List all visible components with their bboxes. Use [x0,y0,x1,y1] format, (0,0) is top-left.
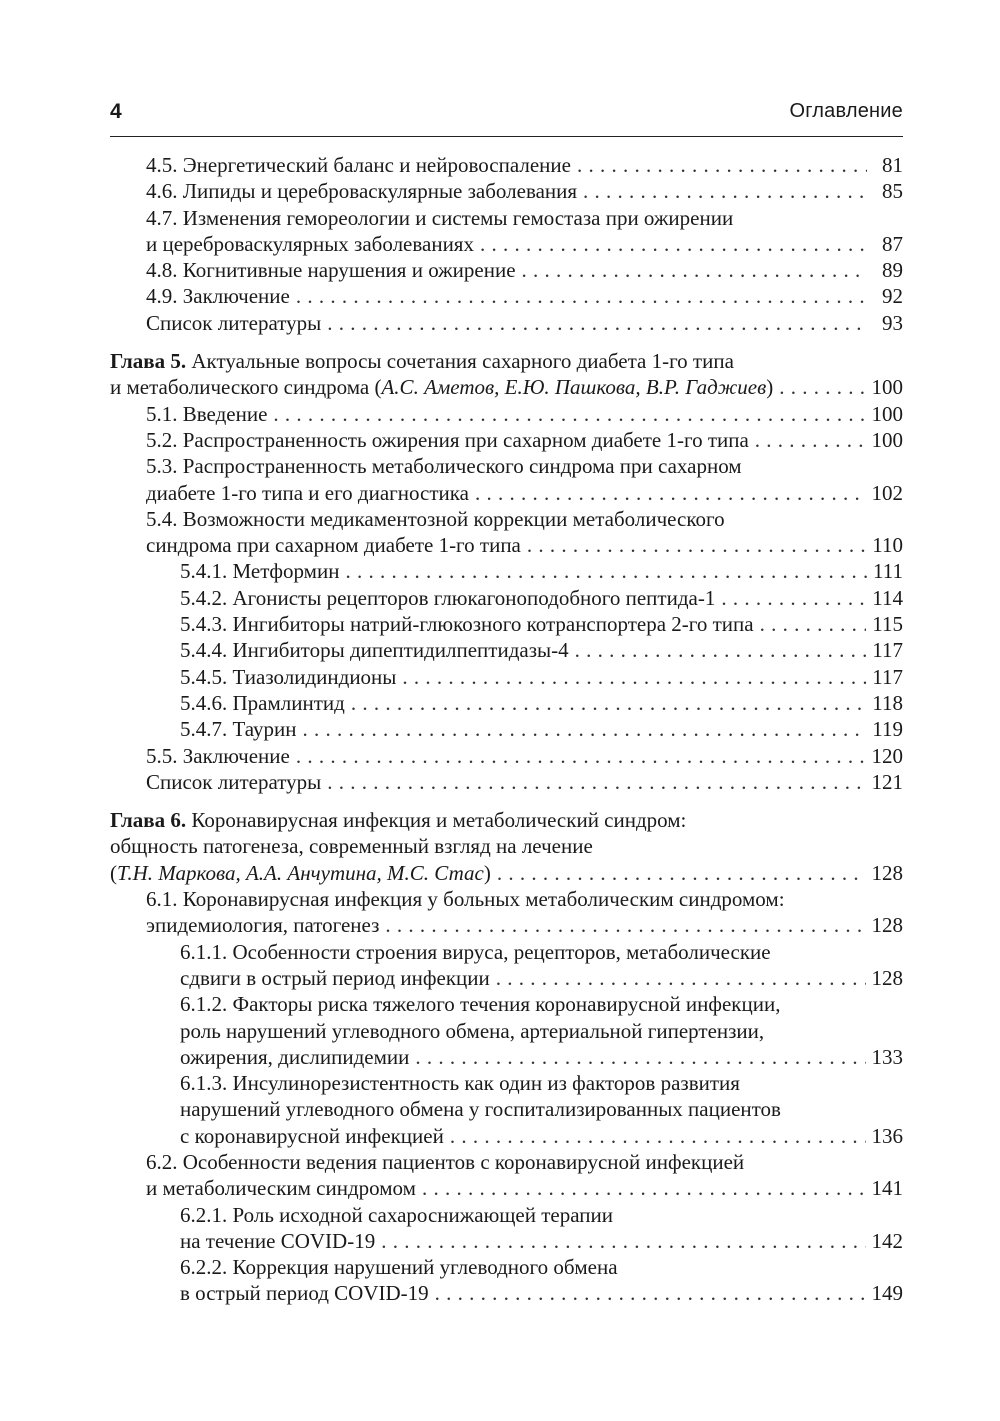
toc-page-number: 142 [871,1228,903,1253]
toc-entry-title-cont: синдрома при сахарном диабете 1-го типа [146,533,521,558]
toc-entry-title-cont: сдвиги в острый период инфекции [180,965,490,990]
toc-entry-title: 5.4.1. Метформин [180,559,340,584]
dot-leader [583,178,867,204]
toc-subentry[interactable] [110,1202,903,1255]
toc-entry-title: Актуальные вопросы сочетания сахарного диабета 1-го типа [191,349,734,374]
toc-entry-title-cont: нарушений углеводного обмена у госпитализированных пациентов [180,1097,781,1122]
toc-subentry[interactable] [110,939,903,992]
toc-subentry[interactable] [110,1254,903,1307]
toc-entry-title-cont: с коронавирусной инфекцией [180,1123,444,1148]
toc-entry-title: 5.4.3. Ингибиторы натрий-глюкозного котранспортера 2-го типа [180,612,754,637]
dot-leader [527,532,866,558]
toc-entry[interactable] [110,152,903,178]
toc-subentry[interactable] [110,585,903,611]
toc-page-number: 128 [871,913,903,938]
authors-close: ) [483,860,491,885]
toc-page-number: 100 [871,401,903,426]
dot-leader [303,716,867,742]
toc-chapter-entry[interactable] [110,807,903,886]
dot-leader [522,257,867,283]
toc-entry-title: Коронавирусная инфекция и метаболический синдром: [191,808,687,833]
dot-leader [721,585,866,611]
toc-entry[interactable] [110,310,903,336]
dot-leader [345,558,867,584]
toc-entry-title: 4.5. Энергетический баланс и нейровоспаление [146,153,571,177]
toc-page-number: 102 [871,480,903,505]
toc-entry-title-cont: роль нарушений углеводного обмена, артериальной гипертензии, [180,1018,765,1043]
toc-entry[interactable] [110,178,903,204]
toc-entry-title: 4.6. Липиды и цереброваскулярные заболевания [146,179,578,204]
chapter-label: Глава 6. [110,808,187,833]
toc-page-number: 87 [882,231,903,256]
toc-chapter-entry[interactable] [110,348,903,401]
page-header [110,100,903,130]
toc-page-number: 149 [871,1281,903,1306]
toc-entry-title: 6.1.3. Инсулинорезистентность как один из факторов развития [180,1071,740,1096]
dot-leader [577,152,867,178]
dot-leader [475,480,866,506]
toc-entry[interactable] [110,453,903,506]
toc-subentry[interactable] [110,664,903,690]
toc-entry[interactable] [110,506,903,559]
toc-page-number: 121 [871,769,903,794]
chapter-authors: А.С. Аметов, Е.Ю. Пашкова, В.Р. Гаджиев [381,375,767,400]
toc-entry-title: 5.4.6. Прамлинтид [180,690,345,715]
toc-page-number: 117 [872,638,903,663]
toc-entry-title: 5.1. Введение [146,401,268,426]
toc-entry-title: Список литературы [146,310,322,335]
toc-page-number: 128 [871,965,903,990]
toc-entry[interactable] [110,769,903,795]
toc-subentry[interactable] [110,611,903,637]
toc-page-number: 120 [871,743,903,768]
toc-page-number: 110 [872,533,903,558]
toc-subentry[interactable] [110,690,903,716]
dot-leader [296,283,867,309]
toc-entry-title: 5.4. Возможности медикаментозной коррекции метаболического [146,506,725,531]
toc-entry[interactable] [110,401,903,427]
authors-close: ) [766,375,774,400]
toc-page-number: 133 [871,1044,903,1069]
toc-entry-title-cont: и метаболическим синдромом [146,1176,416,1201]
toc-entry-title-cont: в острый период COVID-19 [180,1281,429,1306]
table-of-contents [110,152,903,1307]
dot-leader [760,611,867,637]
toc-page-number: 89 [882,258,903,283]
dot-leader [327,769,865,795]
toc-page-number: 141 [871,1176,903,1201]
toc-page-number: 119 [872,717,903,742]
dot-leader [381,1228,865,1254]
toc-page-number: 114 [872,585,903,610]
toc-entry[interactable] [110,283,903,309]
header-rule [110,136,903,137]
toc-entry-title: 5.3. Распространенность метаболического синдрома при сахарном [146,454,742,479]
toc-page-number: 93 [882,310,903,335]
toc-entry-title: Список литературы [146,769,322,794]
dot-leader [422,1175,866,1201]
toc-entry-title: 5.5. Заключение [146,743,290,768]
toc-subentry[interactable] [110,991,903,1070]
toc-entry-title: 4.9. Заключение [146,284,290,309]
toc-entry-title: 4.7. Изменения гемореологии и системы гемостаза при ожирении [146,205,734,230]
toc-entry-title: 6.1. Коронавирусная инфекция у больных метаболическим синдромом: [146,887,785,912]
toc-page-number: 111 [873,559,903,584]
toc-entry-title: 5.2. Распространенность ожирения при сахарном диабете 1-го типа [146,427,749,452]
dot-leader [497,860,866,886]
toc-page-number: 85 [882,179,903,204]
page-number: 4 [110,100,122,123]
toc-entry-title-cont: и метаболического синдрома ( [110,375,382,400]
running-title: Оглавление [789,100,903,122]
dot-leader [480,231,867,257]
toc-page-number: 118 [872,690,903,715]
toc-entry-title: 6.2. Особенности ведения пациентов с коронавирусной инфекцией [146,1149,745,1174]
dot-leader [327,310,867,336]
toc-entry[interactable] [110,743,903,769]
toc-entry-title: 5.4.7. Таурин [180,717,297,742]
toc-entry-title: 5.4.4. Ингибиторы дипептидилпептидазы-4 [180,638,569,663]
authors-open: ( [110,860,117,885]
toc-entry-title: 5.4.5. Тиазолидиндионы [180,664,397,689]
toc-page-number: 92 [882,284,903,309]
toc-entry-title-cont: ожирения, дислипидемии [180,1044,410,1069]
toc-entry[interactable] [110,205,903,258]
toc-page-number: 81 [882,153,903,177]
toc-entry-title-cont: эпидемиология, патогенез [146,913,380,938]
toc-entry[interactable] [110,886,903,939]
toc-entry-title: 6.2.2. Коррекция нарушений углеводного обмена [180,1255,618,1280]
toc-entry[interactable] [110,427,903,453]
dot-leader [755,427,866,453]
dot-leader [273,401,865,427]
dot-leader [496,965,866,991]
toc-entry-title-cont: диабете 1-го типа и его диагностика [146,480,469,505]
toc-entry-title: 6.1.2. Факторы риска тяжелого течения коронавирусной инфекции, [180,992,781,1017]
dot-leader [385,912,865,938]
toc-entry[interactable] [110,257,903,283]
dot-leader [575,637,867,663]
toc-entry-title: 4.8. Когнитивные нарушения и ожирение [146,258,516,283]
toc-entry-title: 6.2.1. Роль исходной сахароснижающей терапии [180,1202,613,1227]
dot-leader [779,374,865,400]
dot-leader [351,690,866,716]
dot-leader [435,1280,866,1306]
chapter-authors: Т.Н. Маркова, А.А. Анчутина, М.С. Стас [117,860,484,885]
toc-page-number: 136 [871,1123,903,1148]
toc-entry-title: 6.1.1. Особенности строения вируса, рецепторов, метаболические [180,939,771,964]
toc-subentry[interactable] [110,716,903,742]
toc-entry-title: 5.4.2. Агонисты рецепторов глюкагоноподобного пептида-1 [180,585,716,610]
toc-subentry[interactable] [110,558,903,584]
toc-page-number: 115 [872,612,903,637]
toc-subentry[interactable] [110,1070,903,1149]
toc-subentry[interactable] [110,637,903,663]
dot-leader [402,664,866,690]
toc-page-number: 128 [871,860,903,885]
chapter-label: Глава 5. [110,349,187,374]
toc-entry[interactable] [110,1149,903,1202]
toc-page-number: 100 [871,375,903,400]
toc-page-number: 100 [871,427,903,452]
toc-entry-title-cont: и цереброваскулярных заболеваниях [146,231,474,256]
toc-page-number: 117 [872,664,903,689]
dot-leader [415,1044,865,1070]
dot-leader [450,1123,866,1149]
toc-entry-title-cont: общность патогенеза, современный взгляд на лечение [110,834,593,859]
toc-entry-title-cont: на течение COVID-19 [180,1228,376,1253]
dot-leader [296,743,866,769]
